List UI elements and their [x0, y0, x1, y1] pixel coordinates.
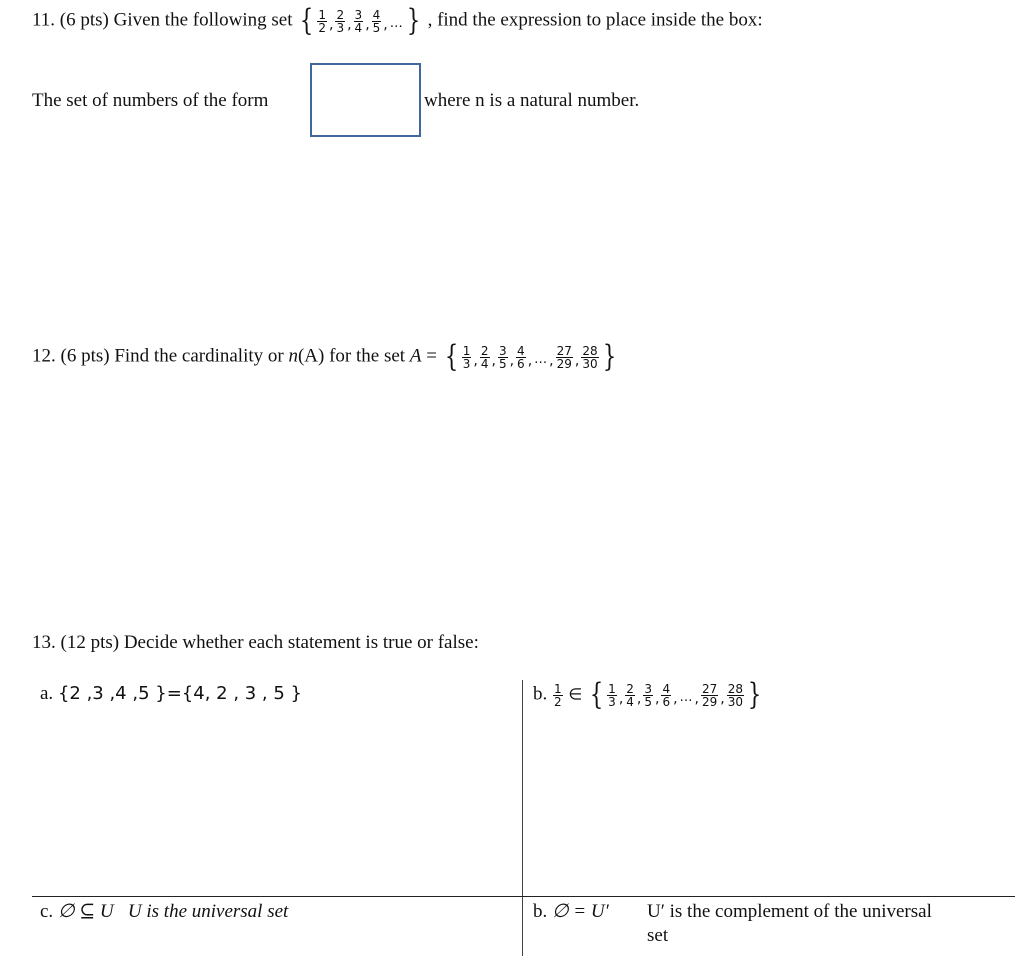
q13-text: Decide whether each statement is true or false: [123, 632, 479, 653]
q12-set: { $\frac{1}{3}$ $_,$ $\frac{2}{4}$ $_,$ $\frac{3}{5}$ $_,$ $\frac{4}{6}$ $_,$ … $_,$ $\frac{27}{29}$ $_,$ $\frac{28}{30}$ } [444, 339, 616, 374]
q12-number: 12. [32, 345, 56, 367]
q11-line2-after: where n is a natural number. [424, 90, 640, 111]
q13-number: 13. [32, 632, 56, 653]
q13-b2: b. ∅ = U′ [533, 901, 609, 922]
q13-points: (12 pts) [60, 632, 120, 653]
fraction: $\frac{1}{2}$ [554, 681, 562, 709]
left-brace: { [300, 3, 314, 38]
fraction: $\frac{3}{4}$ [354, 7, 363, 35]
q13-a: a. {2 ,3 ,4 ,5 }={4, 2 , 3 , 5 } [40, 683, 303, 704]
fraction: $\frac{1}{2}$ [318, 7, 326, 35]
column-divider [522, 680, 523, 956]
q11-set: { $\frac{1}{2}$ $_,$ $\frac{2}{3}$ $_,$ $\frac{3}{4}$ $_,$ $\frac{4}{5}$ $_,$ … } [300, 3, 420, 38]
q13-line [32, 632, 479, 654]
q12-line: 12. (6 pts) Find the cardinality or n(A) for the set A = { $\frac{1}{3}$ $_,$ $\frac{2}{4}$ $_,$ $\frac{3}{5}$ $_,$ $\frac{4}{6}$ $_,$ … $_,$ $\frac{27}{29}$ $_,$ $\frac{28}{30}$ } [32, 342, 619, 372]
right-brace: } [406, 3, 420, 38]
q11-points: (6 pts) [59, 9, 109, 31]
q13-c: c. ∅ ⊆ U U is the universal set [40, 901, 289, 922]
q11-line [32, 3, 763, 38]
answer-box[interactable] [310, 63, 421, 137]
q12-text: Find the cardinality or [114, 345, 284, 367]
fraction: $\frac{4}{5}$ [372, 7, 381, 35]
q11-text: Given the following set [113, 9, 293, 31]
q11-line2-before: The set of numbers of the form [32, 90, 269, 111]
q12-points: (6 pts) [60, 345, 110, 367]
row-divider [32, 896, 1015, 897]
q11-number: 11. [32, 9, 56, 31]
q11-text-after: , find the expression to place inside the box: [427, 9, 763, 31]
q13-b2-note: U′ is the complement of the universal set [647, 901, 932, 946]
fraction: $\frac{2}{3}$ [336, 7, 345, 35]
q13-b1: b. $\frac{1}{2}$ ∈ { $\frac{1}{3}$ $_,$ $\frac{2}{4}$ $_,$ $\frac{3}{5}$ $_,$ $\frac{4}{6}$ $_,$ … $_,$ $\frac{27}{29}$ $_,$ $\frac{28}{30}$ } [533, 677, 762, 712]
